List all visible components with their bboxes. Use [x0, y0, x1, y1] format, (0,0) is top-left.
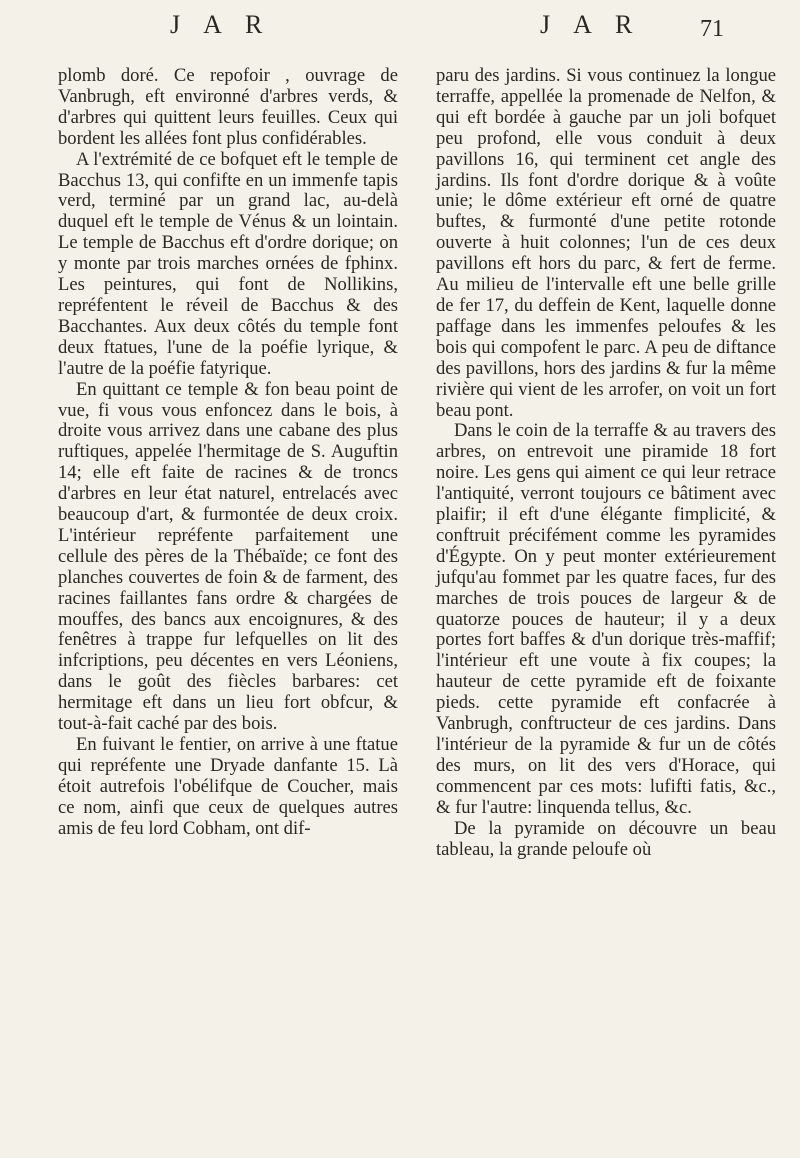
paragraph: Dans le coin de la terraffe & au travers des arbres, on entrevoit une piramide 18 fort noire. Les gens qui aiment ce qui leur retrace l'antiquité, verront toujours ce bâtiment avec plaifir; il eft d'une élégante fimplicité, & conftruit précifément comme les pyramides d'Égypte. On y peut monter extérieurement jufqu'au fommet par les quatre faces, fur des marches de trois pouces de largeur & de quatorze pouces de hauteur; il y a deux portes fort baffes & d'un dorique très-maffif; l'intérieur eft une voute à fix coupes; la hauteur de cette pyramide eft de foixante pieds. cette pyramide eft confacrée à Vanbrugh, conftructeur de ces jardins. Dans l'intérieur de la pyramide & fur un de côtés des murs, on lit des vers d'Horace, qui commencent par ces mots: lufifti fatis, &c., & fur l'autre: linquenda tellus, &c.	[436, 420, 776, 818]
header-left: J A R	[170, 10, 272, 39]
left-column	[58, 66, 398, 840]
paragraph: A l'extrémité de ce bofquet eft le temple de Bacchus 13, qui confifte en un immenfe tapis verd, terminé par un grand lac, au-delà duquel eft le temple de Vénus & un lointain. Le temple de Bacchus eft d'ordre dorique; on y monte par trois marches ornées de fphinx. Les peintures, qui font de Nollikins, repréfentent le réveil de Bacchus & des Bacchantes. Aux deux côtés du temple font deux ftatues, l'une de la poéfie lyrique, & l'autre de la poéfie fatyrique.	[58, 148, 398, 379]
paragraph: En quittant ce temple & fon beau point de vue, fi vous vous enfoncez dans le bois, à droite vous arrivez dans une cabane des plus ruftiques, appelée l'hermitage de S. Auguftin 14; elle eft faite de racines & de troncs d'arbres en leur état naturel, entrelacés avec beaucoup d'art, & furmontée de deux croix. L'intérieur repréfente parfaitement une cellule des pères de la Thébaïde; ce font des planches couvertes de foin & de farment, des racines faillantes fans ordre & chargées de mouffes, des bancs aux encoignures, & des fenêtres à trappe fur lefquelles on lit des infcriptions, peu décentes en vers Léoniens, dans le goût des fiècles barbares: cet hermitage eft dans un lieu fort obfcur, & tout-à-fait caché par des bois.	[58, 378, 398, 735]
header-right: J A R	[540, 10, 642, 39]
page-number: 71	[700, 16, 724, 42]
right-column	[436, 66, 776, 860]
paragraph: plomb doré. Ce repofoir , ouvrage de Vanbrugh, eft environné d'arbres verds, & d'arbres qui quittent leurs feuilles. Ceux qui bordent les allées font plus confidérables.	[58, 65, 398, 149]
paragraph: paru des jardins. Si vous continuez la longue terraffe, appellée la promenade de Nelfon, & qui eft bordée à gauche par un joli bofquet peu profond, elle vous conduit à deux pavillons 16, qui terminent cet angle des jardins. Ils font d'ordre dorique & à voûte unie; le dôme extérieur eft orné de quatre buftes, & furmonté d'une petite rotonde ouverte à huit colonnes; l'un de ces deux pavillons eft hors du parc, & fert de ferme. Au milieu de l'intervalle eft une belle grille de fer 17, du deffein de Kent, laquelle donne paffage dans les immenfes peloufes & les bois qui compofent le parc. A peu de diftance des pavillons, hors des jardins & fur la même rivière qui vient de les arrofer, on voit un fort beau pont.	[436, 65, 776, 421]
running-header	[0, 10, 800, 50]
paragraph: En fuivant le fentier, on arrive à une ftatue qui repréfente une Dryade danfante 15. Là étoit autrefois l'obélifque de Coucher, mais ce nom, ainfi que ceux de quelques autres amis de feu lord Cobham, ont dif-	[58, 734, 398, 839]
paragraph: De la pyramide on découvre un beau tableau, la grande peloufe où	[436, 817, 776, 860]
